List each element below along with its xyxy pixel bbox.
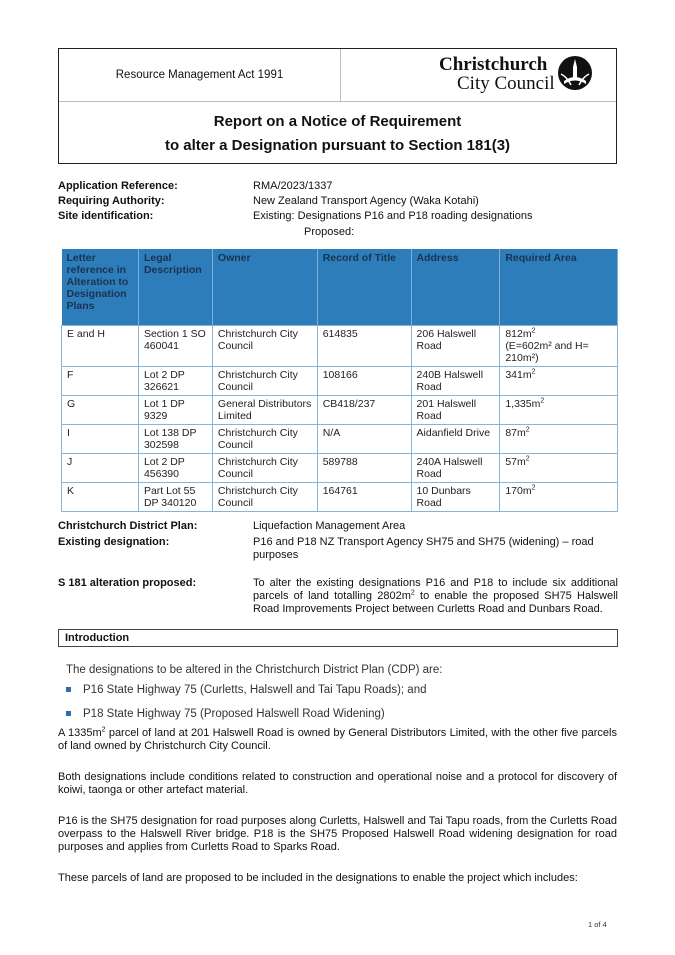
title-cell: 589788 [317, 454, 411, 483]
site-identification-proposed: Proposed: [304, 226, 355, 238]
council-logo [439, 52, 609, 98]
owner-cell: Christchurch City Council [212, 326, 317, 367]
area-unit-sup: 2 [525, 426, 530, 434]
act-name: Resource Management Act 1991 [59, 49, 341, 101]
introduction-heading: Introduction [58, 629, 618, 647]
column-header: Record of Title [317, 249, 411, 326]
table-row [62, 326, 618, 367]
address-cell: 240A Halswell Road [411, 454, 500, 483]
title-cell: N/A [317, 425, 411, 454]
area-value: 170m [505, 485, 532, 497]
column-header: Owner [212, 249, 317, 326]
title-cell: 614835 [317, 326, 411, 367]
area-value: 1,335m [505, 398, 541, 410]
s181-text-a: To alter the existing designations P16 and P18 to include six additional parcels of land totalling 2802m [253, 577, 618, 602]
logo-text-line2: City Council [457, 73, 555, 94]
application-reference-value: RMA/2023/1337 [253, 180, 333, 192]
area-cell [500, 326, 618, 367]
area-unit-sup: 2 [531, 368, 536, 376]
area-unit-sup: 2 [531, 327, 536, 335]
s181-alteration-value [253, 577, 618, 616]
s181-unit-sup: 2 [410, 589, 415, 597]
area-cell [500, 396, 618, 425]
letter-cell: F [62, 367, 139, 396]
address-cell: 206 Halswell Road [411, 326, 500, 367]
address-cell: 240B Halswell Road [411, 367, 500, 396]
area-unit-sup: 2 [540, 397, 545, 405]
area-value: 812m [505, 328, 532, 340]
paragraph-p16-p18: P16 is the SH75 designation for road purposes along Curletts, Halswell and Tai Tapu roads, from the Curletts Road overpass to the Halswell River bridge. P18 is the SH75 Proposed Halswell Road widening designation for road purposes and applies from Curletts Road to Sparks Road. [58, 815, 617, 853]
column-header: Required Area [500, 249, 618, 326]
list-item [66, 708, 385, 720]
area-breakdown: (E=602m² and H= 210m²) [505, 340, 589, 364]
land-parcels-table [61, 249, 618, 512]
area-value: 341m [505, 369, 532, 381]
owner-cell: Christchurch City Council [212, 454, 317, 483]
address-cell: 201 Halswell Road [411, 396, 500, 425]
address-cell: Aidanfield Drive [411, 425, 500, 454]
para-unit-sup: 2 [101, 726, 106, 734]
title-cell: 108166 [317, 367, 411, 396]
table-row [62, 425, 618, 454]
legal-cell: Part Lot 55 DP 340120 [138, 483, 212, 512]
application-reference-label: Application Reference: [58, 180, 178, 192]
report-header [58, 48, 617, 164]
paragraph-ownership [58, 727, 617, 753]
existing-designation-value: P16 and P18 NZ Transport Agency SH75 and SH75 (widening) – road purposes [253, 536, 594, 561]
paragraph-project: These parcels of land are proposed to be included in the designations to enable the project which includes: [58, 872, 578, 884]
bullet-square-icon [66, 687, 71, 692]
legal-cell: Lot 2 DP 456390 [138, 454, 212, 483]
district-plan-label: Christchurch District Plan: [58, 520, 198, 532]
cathedral-emblem-icon [557, 55, 593, 91]
owner-cell: Christchurch City Council [212, 367, 317, 396]
bullet-square-icon [66, 711, 71, 716]
logo-text-line1: Christchurch [439, 54, 548, 75]
area-value: 87m [505, 427, 526, 439]
s181-alteration-label: S 181 alteration proposed: [58, 577, 197, 589]
para-text-b: parcel of land at 201 Halswell Road is owned by General Distributors Limited, with the other five parcels of land owned by Christchurch City Council. [58, 727, 617, 752]
letter-cell: K [62, 483, 139, 512]
s181-text-b: to enable the proposed SH75 Halswell Road Improvements Project between Curletts Road and Dunbars Road. [253, 590, 618, 615]
table-row [62, 454, 618, 483]
page-number: 1 of 4 [588, 920, 607, 929]
table-row [62, 483, 618, 512]
letter-cell: J [62, 454, 139, 483]
requiring-authority-value: New Zealand Transport Agency (Waka Kotahi) [253, 195, 479, 207]
designations-lead: The designations to be altered in the Christchurch District Plan (CDP) are: [66, 664, 443, 676]
letter-cell: I [62, 425, 139, 454]
owner-cell: General Distributors Limited [212, 396, 317, 425]
area-cell [500, 367, 618, 396]
legal-cell: Section 1 SO 460041 [138, 326, 212, 367]
site-identification-label: Site identification: [58, 210, 154, 222]
report-title-line2: to alter a Designation pursuant to Section 181(3) [164, 137, 511, 154]
requiring-authority-label: Requiring Authority: [58, 195, 165, 207]
header-top-row [59, 49, 616, 102]
legal-cell: Lot 2 DP 326621 [138, 367, 212, 396]
paragraph-conditions: Both designations include conditions related to construction and operational noise and a protocol for discovery of koiwi, taonga or other artefact material. [58, 771, 617, 796]
area-unit-sup: 2 [531, 484, 536, 492]
district-plan-value: Liquefaction Management Area [253, 520, 406, 532]
report-title-line1: Report on a Notice of Requirement [213, 113, 462, 130]
area-value: 57m [505, 456, 526, 468]
title-cell: 164761 [317, 483, 411, 512]
owner-cell: Christchurch City Council [212, 425, 317, 454]
para-text-a: A 1335m [58, 727, 102, 739]
table-header-row [62, 249, 618, 326]
list-item [66, 684, 426, 696]
area-unit-sup: 2 [525, 455, 530, 463]
bullet-text: P18 State Highway 75 (Proposed Halswell Road Widening) [83, 708, 385, 720]
address-cell: 10 Dunbars Road [411, 483, 500, 512]
title-cell: CB418/237 [317, 396, 411, 425]
existing-designation-label: Existing designation: [58, 536, 170, 548]
legal-cell: Lot 1 DP 9329 [138, 396, 212, 425]
area-cell [500, 483, 618, 512]
table-row [62, 367, 618, 396]
area-cell [500, 425, 618, 454]
site-identification-existing: Existing: Designations P16 and P18 roading designations [253, 210, 533, 222]
legal-cell: Lot 138 DP 302598 [138, 425, 212, 454]
letter-cell: G [62, 396, 139, 425]
column-header: Address [411, 249, 500, 326]
bullet-text: P16 State Highway 75 (Curletts, Halswell and Tai Tapu Roads); and [83, 684, 427, 696]
letter-cell: E and H [62, 326, 139, 367]
column-header: Letter reference in Alteration to Designation Plans [62, 249, 139, 326]
owner-cell: Christchurch City Council [212, 483, 317, 512]
column-header: Legal Description [138, 249, 212, 326]
table-row [62, 396, 618, 425]
area-cell [500, 454, 618, 483]
